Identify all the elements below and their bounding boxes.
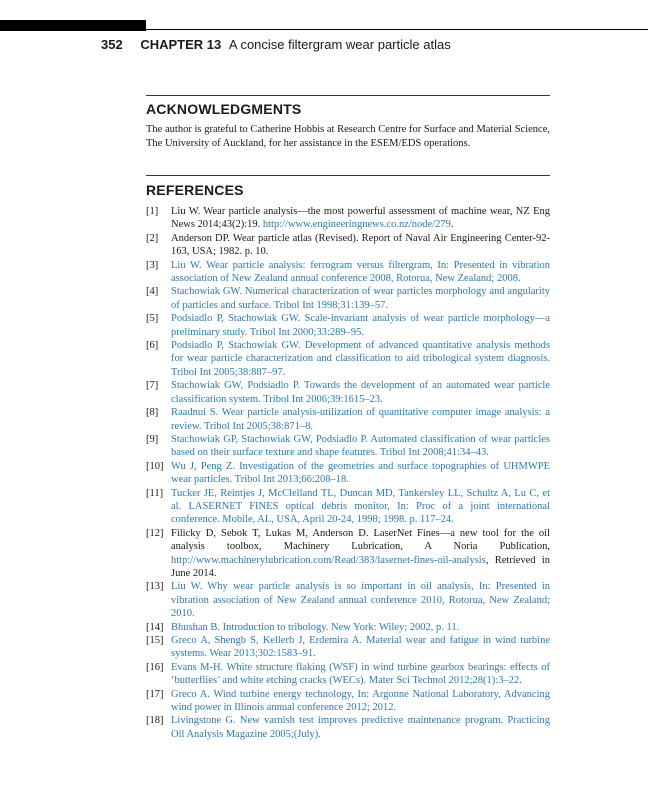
reference-number: [3] <box>146 259 159 271</box>
reference-link[interactable]: Liu W. Wear particle analysis: ferrogram versus filtergram, In: Presented in vibration association of New Zealand annual conference 2008, Rotorua, New Zealand; 2008. <box>171 259 550 285</box>
reference-link[interactable]: Podsiadlo P, Stachowiak GW. Development of advanced quantitative analysis methods for wear particle characterization and classification to aid tribological system diagnosis. Tribol Int 2005;38:887–97. <box>171 340 550 378</box>
chapter-label: CHAPTER 13 <box>140 37 222 52</box>
reference-item <box>146 339 550 379</box>
reference-item <box>146 379 550 406</box>
reference-number: [9] <box>146 433 159 445</box>
reference-item <box>146 580 550 620</box>
page-number: 352 <box>101 37 123 52</box>
reference-number: [2] <box>146 232 159 244</box>
reference-item <box>146 634 550 661</box>
reference-number: [1] <box>146 206 159 217</box>
reference-link[interactable]: Bhushan B. Introduction to tribology. New York: Wiley; 2002, p. 11. <box>171 621 460 633</box>
reference-item <box>146 661 550 688</box>
reference-number: [12] <box>146 527 164 539</box>
references-heading: REFERENCES <box>146 182 244 198</box>
reference-item <box>146 285 550 312</box>
reference-suffix: , Retrieved in June 2014. <box>171 554 550 579</box>
reference-number: [16] <box>146 661 164 673</box>
reference-link[interactable]: Evans M-H. White structure flaking (WSF) in wind turbine gearbox bearings: effects of ‘butterflies’ and white etching cracks (WECs). Mater Sci Technol 2012;28(1):3–22. <box>171 661 550 687</box>
reference-link[interactable]: Raadnui S. Wear particle analysis-utilization of quantitative computer image analysis: a review. Tribol Int 2005;38:871–8. <box>171 407 550 432</box>
reference-number: [11] <box>146 487 164 499</box>
reference-number: [5] <box>146 313 159 325</box>
chapter-title: A concise filtergram wear particle atlas <box>228 37 451 52</box>
reference-number: [18] <box>146 715 164 727</box>
reference-item <box>146 460 550 487</box>
reference-link[interactable]: Stachowiak GW, Podsiadlo P. Towards the development of an automated wear particle classification system. Tribol Int 2006;39:1615–23. <box>171 380 550 405</box>
reference-item <box>146 621 550 634</box>
acknowledgments-rule <box>146 95 550 96</box>
reference-number: [4] <box>146 286 159 298</box>
reference-item <box>146 487 550 527</box>
reference-number: [15] <box>146 635 164 646</box>
reference-link[interactable]: Liu W. Why wear particle analysis is so important in oil analysis, In: Presented in vibration association of New Zealand annual conference 2010, Rotorua, New Zealand; 2010. <box>171 581 550 620</box>
header-rule-thick <box>0 20 146 31</box>
running-head <box>101 37 451 52</box>
reference-link[interactable]: Stachowiak GP, Stachowiak GW, Podsiadlo P. Automated classification of wear particles based on their surface texture and shape features. Tribol Int 2008;41:34–43. <box>171 433 550 459</box>
reference-item <box>146 259 550 286</box>
reference-item <box>146 527 550 581</box>
reference-link[interactable]: Podsiadlo P, Stachowiak GW. Scale-invariant analysis of wear particle morphology—a preliminary study. Tribol Int 2000;33:289–95. <box>171 313 550 338</box>
reference-link[interactable]: Stachowiak GW. Numerical characterization of wear particles morphology and angularity of particles and surface. Tribol Int 1998;31:139–57. <box>171 286 550 311</box>
reference-item <box>146 312 550 339</box>
reference-link[interactable]: Tucker JE, Reintjes J, McClelland TL, Duncan MD, Tankersley LL, Schultz A, Lu C, et al. LASERNET FINES optical debris monitor, In: Proc of a joint international conference. Mobile, AL, USA, April 20-24, 1998; 1998. p. 117–24. <box>171 487 550 526</box>
reference-suffix: . <box>450 219 454 231</box>
reference-text: Filicky D, Sebok T, Lukas M, Anderson D. LaserNet Fines—a new tool for the oil analysis toolbox, Machinery Lubrication, A Noria Publication, <box>171 527 550 553</box>
reference-link[interactable]: Greco A, Shengb S, Kellerb J, Erdemira A. Material wear and fatigue in wind turbine systems. Wear 2013;302:1583–91. <box>171 635 550 660</box>
acknowledgments-text: The author is grateful to Catherine Hobbis at Research Centre for Surface and Material Science, The University of Auckland, for her assistance in the ESEM/EDS operations. <box>146 124 550 149</box>
reference-item <box>146 714 550 741</box>
reference-number: [14] <box>146 621 164 633</box>
header-rule-thin <box>146 29 648 30</box>
acknowledgments-heading: ACKNOWLEDGMENTS <box>146 101 302 117</box>
reference-item <box>146 688 550 715</box>
reference-item <box>146 232 550 259</box>
reference-number: [13] <box>146 581 164 593</box>
reference-list <box>146 205 550 741</box>
reference-number: [17] <box>146 688 164 700</box>
reference-item <box>146 205 550 232</box>
reference-item <box>146 406 550 433</box>
reference-text: Anderson DP. Wear particle atlas (Revised). Report of Naval Air Engineering Center-92-163, USA; 1982. p. 10. <box>171 232 550 258</box>
reference-number: [7] <box>146 380 159 392</box>
reference-link[interactable]: Wu J, Peng Z. Investigation of the geometries and surface topographies of UHMWPE wear particles. Tribol Int 2013;66:208–18. <box>171 460 550 486</box>
reference-link[interactable]: Livingstone G. New varnish test improves predictive maintenance program. Practicing Oil Analysis Magazine 2005;(July). <box>171 715 550 740</box>
reference-number: [10] <box>146 460 164 472</box>
references-rule <box>146 175 550 176</box>
reference-link[interactable]: http://www.machinerylubrication.com/Read/383/lasernet-fines-oil-analysis <box>171 554 486 566</box>
reference-item <box>146 433 550 460</box>
reference-link[interactable]: Greco A. Wind turbine energy technology, In: Argonne National Laboratory, Advancing wind power in Illinois annual conference 2012; 2012. <box>171 688 550 714</box>
reference-number: [6] <box>146 340 159 352</box>
reference-number: [8] <box>146 407 159 419</box>
reference-text: Liu W. Wear particle analysis—the most powerful assessment of machine wear, NZ Eng News 2014;43(2):19. <box>171 206 550 231</box>
reference-link[interactable]: http://www.engineeringnews.co.nz/node/279 <box>262 219 451 231</box>
